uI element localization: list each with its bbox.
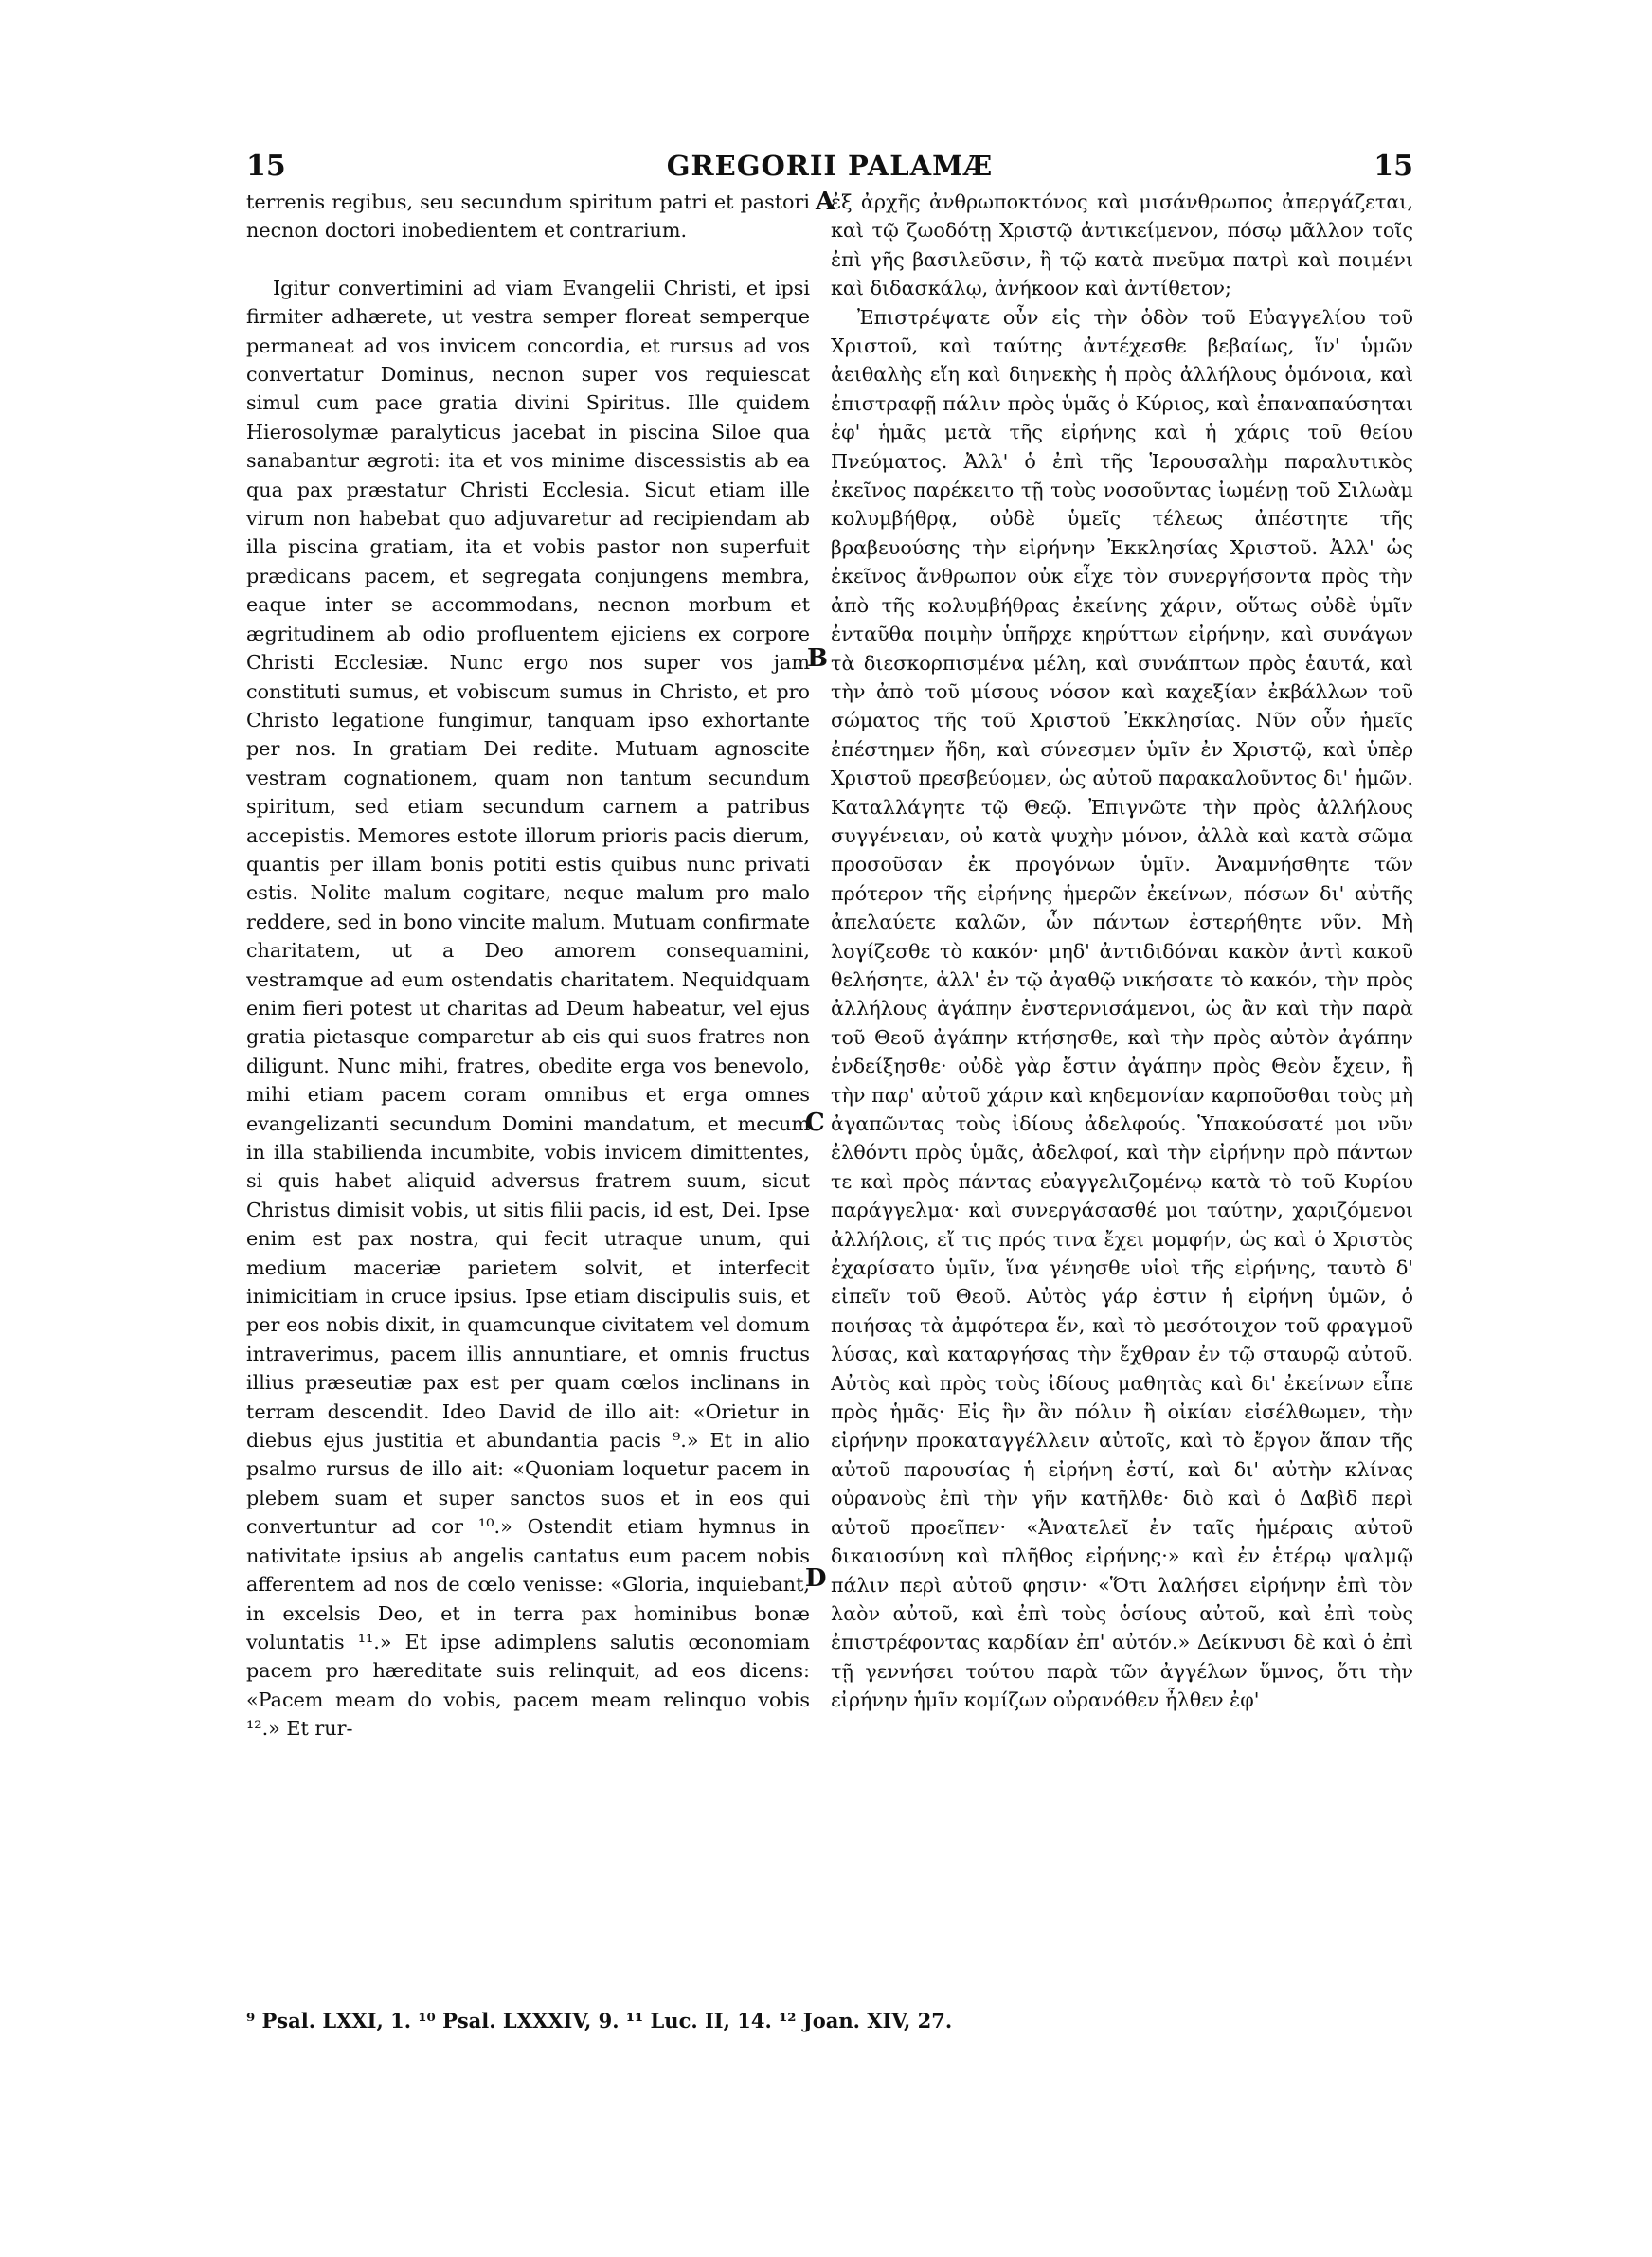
section-marker-b: B	[807, 644, 828, 673]
section-marker-a: A	[816, 188, 835, 216]
latin-paragraph-1: terrenis regibus, seu secundum spiritum patri et pastori necnon doctori inobedientem et contrarium.	[246, 190, 810, 243]
running-header	[246, 150, 1413, 188]
greek-paragraph-2: Ἐπιστρέψατε οὖν εἰς τὴν ὁδὸν τοῦ Εὐαγγελίου τοῦ Χριστοῦ, καὶ ταύτης ἀντέχεσθε βεβαίως, ἵν' ὑμῶν ἀειθαλὴς εἴη καὶ διηνεκὴς ἡ πρὸς ἀλλήλους ὁμόνοια, καὶ ἐπιστραφῇ πάλιν πρὸς ὑμᾶς ὁ Κύριος, καὶ ἐπαναπαύσηται ἐφ' ἡμᾶς μετὰ τῆς εἰρήνης καὶ ἡ χάρις τοῦ θείου Πνεύματος. Ἀλλ' ὁ ἐπὶ τῆς Ἱερουσαλὴμ παραλυτικὸς ἐκεῖνος παρέκειτο τῇ τοὺς νοσοῦντας ἰωμένῃ τοῦ Σιλωὰμ κολυμβήθρᾳ, οὐδὲ ὑμεῖς τέλεως ἀπέστητε τῆς βραβευούσης τὴν εἰρήνην Ἐκκλησίας Χριστοῦ. Ἀλλ' ὡς ἐκεῖνος ἄνθρωπον οὐκ εἶχε τὸν συνεργήσοντα πρὸς τὴν ἀπὸ τῆς κολυμβήθρας ἐκείνης χάριν, οὕτως οὐδὲ ὑμῖν ἐνταῦθα ποιμὴν ὑπῆρχε κηρύττων εἰρήνην, καὶ συνάγων τὰ διεσκορπισμένα μέλη, καὶ συνάπτων πρὸς ἑαυτά, καὶ τὴν ἀπὸ τοῦ μίσους νόσον καὶ καχεξίαν ἐκβάλλων τοῦ σώματος τῆς τοῦ Χριστοῦ Ἐκκλησίας. Νῦν οὖν ἡμεῖς ἐπέστημεν ἤδη, καὶ σύνεσμεν ὑμῖν ἐν Χριστῷ, καὶ ὑπὲρ Χριστοῦ πρεσβεύομεν, ὡς αὐτοῦ παρακαλοῦντος δι' ἡμῶν. Καταλλάγητε τῷ Θεῷ. Ἐπιγνῶτε τὴν πρὸς ἀλλήλους συγγένειαν, οὐ κατὰ ψυχὴν μόνον, ἀλλὰ καὶ κατὰ σῶμα προσοῦσαν ἐκ προγόνων ὑμῖν. Ἀναμνήσθητε τῶν πρότερον τῆς εἰρήνης ἡμερῶν ἐκείνων, πόσων δι' αὐτῆς ἀπελαύετε καλῶν, ὧν πάντων ἐστερήθητε νῦν. Μὴ λογίζεσθε τὸ κακόν· μηδ' ἀντιδιδόναι κακὸν ἀντὶ κακοῦ θελήσητε, ἀλλ' ἐν τῷ ἀγαθῷ νικήσατε τὸ κακόν, τὴν πρὸς ἀλλήλους ἀγάπην ἐνστερνισάμενοι, ὡς ἂν καὶ τὴν παρὰ τοῦ Θεοῦ ἀγάπην κτήσησθε, καὶ τὴν πρὸς αὐτὸν ἀγάπην ἐνδείξησθε· οὐδὲ γὰρ ἔστιν ἀγάπην πρὸς Θεὸν ἔχειν, ἢ τὴν παρ' αὐτοῦ χάριν καὶ κηδεμονίαν καρποῦσθαι τοὺς μὴ ἀγαπῶντας τοὺς ἰδίους ἀδελφούς. Ὑπακούσατέ μοι νῦν ἐλθόντι πρὸς ὑμᾶς, ἀδελφοί, καὶ τὴν εἰρήνην πρὸ πάντων τε καὶ πρὸς πάντας εὐαγγελιζομένῳ κατὰ τὸ τοῦ Κυρίου παράγγελμα· καὶ συνεργάσασθέ μοι ταύτην, χαριζόμενοι ἀλλήλοις, εἴ τις πρός τινα ἔχει μομφήν, ὡς καὶ ὁ Χριστὸς ἐχαρίσατο ὑμῖν, ἵνα γένησθε υἱοὶ τῆς εἰρήνης, ταυτὸ δ' εἰπεῖν τοῦ Θεοῦ. Αὐτὸς γάρ ἐστιν ἡ εἰρήνη ὑμῶν, ὁ ποιήσας τὰ ἀμφότερα ἕν, καὶ τὸ μεσότοιχον τοῦ φραγμοῦ λύσας, καὶ καταργήσας τὴν ἔχθραν ἐν τῷ σταυρῷ αὐτοῦ. Αὐτὸς καὶ πρὸς τοὺς ἰδίους μαθητὰς καὶ δι' ἐκείνων εἶπε πρὸς ἡμᾶς· Εἰς ἣν ἂν πόλιν ἢ οἰκίαν εἰσέλθωμεν, τὴν εἰρήνην προκαταγγέλλειν αὐτοῖς, καὶ τὸ ἔργον ἅπαν τῆς αὐτοῦ παρουσίας ἡ εἰρήνη ἐστί, καὶ δι' αὐτὴν κλίνας οὐρανοὺς ἐπὶ τὴν γῆν κατῆλθε· διὸ καὶ ὁ Δαβὶδ περὶ αὐτοῦ προεῖπεν· «Ἀνατελεῖ ἐν ταῖς ἡμέραις αὐτοῦ δικαιοσύνη καὶ πλῆθος εἰρήνης·» καὶ ἐν ἑτέρῳ ψαλμῷ πάλιν περὶ αὐτοῦ φησιν· «Ὅτι λαλήσει εἰρήνην ἐπὶ τὸν λαὸν αὐτοῦ, καὶ ἐπὶ τοὺς ὁσίους αὐτοῦ, καὶ ἐπὶ τοὺς ἐπιστρέφοντας καρδίαν ἐπ' αὐτόν.» Δείκνυσι δὲ καὶ ὁ ἐπὶ τῇ γεννήσει τούτου παρὰ τῶν ἀγγέλων ὕμνος, ὅτι τὴν εἰρήνην ἡμῖν κομίζων οὐρανόθεν ἦλθεν ἐφ'	[831, 305, 1413, 1712]
latin-column	[246, 188, 810, 1983]
greek-column	[831, 188, 1413, 1983]
greek-paragraph-1: ἐξ ἀρχῆς ἀνθρωποκτόνος καὶ μισάνθρωπος ἀπεργάζεται, καὶ τῷ ζωοδότῃ Χριστῷ ἀντικείμενον, πόσῳ μᾶλλον τοῖς ἐπὶ γῆς βασιλεῦσιν, ἢ τῷ κατὰ πνεῦμα πατρὶ καὶ ποιμένι καὶ διδασκάλῳ, ἀνήκοον καὶ ἀντίθετον;	[831, 190, 1413, 300]
section-marker-c: C	[805, 1109, 825, 1137]
page-number-right: 15	[1374, 150, 1413, 183]
page-number-left: 15	[246, 150, 286, 183]
page-title: GREGORII PALAMÆ	[666, 150, 994, 182]
section-marker-d: D	[805, 1564, 827, 1593]
latin-paragraph-2: Igitur convertimini ad viam Evangelii Christi, et ipsi firmiter adhærete, ut vestra semper floreat semperque permaneat ad vos invicem concordia, et rursus ad vos convertatur Dominus, necnon super vos requiescat simul cum pace gratia divini Spiritus. Ille quidem Hierosolymæ paralyticus jacebat in piscina Siloe qua sanabantur ægroti: ita et vos minime discessistis ab ea qua pax præstatur Christi Ecclesia. Sicut etiam ille virum non habebat quo adjuvaretur ad recipiendam ab illa piscina gratiam, ita et vobis pastor non superfuit prædicans pacem, et segregata conjungens membra, eaque inter se accommodans, necnon morbum et ægritudinem ab odio profluentem ejiciens ex corpore Christi Ecclesiæ. Nunc ergo nos super vos jam constituti sumus, et vobiscum sumus in Christo, et pro Christo legatione fungimur, tanquam ipso exhortante per nos. In gratiam Dei redite. Mutuam agnoscite vestram cognationem, quam non tantum secundum spiritum, sed etiam secundum carnem a patribus accepistis. Memores estote illorum prioris pacis dierum, quantis per illam bonis potiti estis quibus nunc privati estis. Nolite malum cogitare, neque malum pro malo reddere, sed in bono vincite malum. Mutuam confirmate charitatem, ut a Deo amorem consequamini, vestramque ad eum ostendatis charitatem. Nequidquam enim fieri potest ut charitas ad Deum habeatur, vel ejus gratia pietasque comparetur ab eis qui suos fratres non diligunt. Nunc mihi, fratres, obedite erga vos benevolo, mihi etiam pacem coram omnibus et erga omnes evangelizanti secundum Domini mandatum, et mecum in illa stabilienda incumbite, vobis invicem dimittentes, si quis habet aliquid adversus fratrem suum, sicut Christus dimisit vobis, ut sitis filii pacis, id est, Dei. Ipse enim est pax nostra, qui fecit utraque unum, qui medium maceriæ parietem solvit, et interfecit inimicitiam in cruce ipsius. Ipse etiam discipulis suis, et per eos nobis dixit, in quamcunque civitatem vel domum intraverimus, pacem illis annuntiare, et omnis fructus illius præseutiæ pax est per quam cœlos inclinans in terram descendit. Ideo David de illo ait: «Orietur in diebus ejus justitia et abundantia pacis ⁹.» Et in alio psalmo rursus de illo ait: «Quoniam loquetur pacem in plebem suam et super sanctos suos et in eos qui convertuntur ad cor ¹⁰.» Ostendit etiam hymnus in nativitate ipsius ab angelis cantatus eum pacem nobis afferentem ad nos de cœlo venisse: «Gloria, inquiebant, in excelsis Deo, et in terra pax hominibus bonæ voluntatis ¹¹.» Et ipse adimplens salutis œconomiam pacem pro hæreditate suis relinquit, ad eos dicens: «Pacem meam do vobis, pacem meam relinquo vobis ¹².» Et rur-	[246, 276, 810, 1741]
footnotes: ⁹ Psal. LXXI, 1. ¹⁰ Psal. LXXXIV, 9. ¹¹ Luc. II, 14. ¹² Joan. XIV, 27.	[246, 2009, 953, 2032]
